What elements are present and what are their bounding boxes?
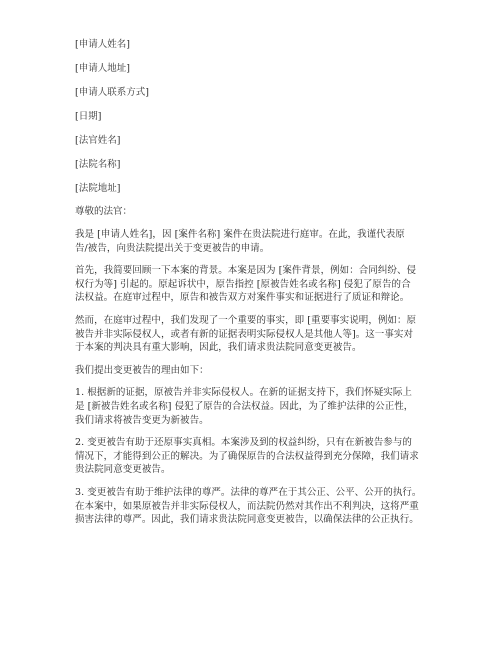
intro-paragraph: 我是 [申请人姓名]，因 [案件名称] 案件在贵法院进行庭审。在此，我谨代表原 告/被告，向贵法院提出关于变更被告的申请。 [75, 229, 405, 254]
applicant-contact-field: [申请人联系方式] [75, 87, 149, 98]
reason-2-paragraph: 2. 变更被告有助于还原事实真相。本案涉及到的权益纠纷，只有在新被告参与的 情况下，才能得到公正的解决。为了确保原告的合法权益得到充分保障，我们请求 贵法院同意变更被告。 [75, 437, 419, 476]
applicant-name-field: [申请人姓名] [75, 39, 130, 50]
court-name-field: [法院名称] [75, 159, 121, 170]
letter-page [75, 38, 437, 536]
background-paragraph: 首先，我简要回顾一下本案的背景。本案是因为 [案件背景，例如：合同纠纷、侵 权行为等] 引起的。原起诉状中，原告指控 [原被告姓名或名称] 侵犯了原告的合 法权益。在庭审过程中，原告和被告双方对案件事实和证据进行了质证和辩论。 [75, 265, 417, 304]
applicant-address-field: [申请人地址] [75, 63, 130, 74]
reasons-heading: 我们提出变更被告的理由如下： [75, 364, 209, 376]
date-field: [日期] [75, 111, 102, 122]
judge-name-field: [法官姓名] [75, 135, 121, 146]
court-address-field: [法院地址] [75, 183, 121, 194]
salutation: 尊敬的法官： [75, 206, 133, 217]
new-fact-paragraph: 然而，在庭审过程中，我们发现了一个重要的事实，即 [重要事实说明，例如：原 被告并非实际侵权人，或者有新的证据表明实际侵权人是其他人等]。这一事实对 于本案的判决具有重大影响，因此，我们请求贵法院同意变更被告。 [75, 314, 417, 354]
reason-3-paragraph: 3. 变更被告有助于维护法律的尊严。法律的尊严在于其公正、公平、公开的执行。 在本案中，如果原被告并非实际侵权人，而法院仍然对其作出不利判决，这将严重 损害法律的尊严。因此，我们请求贵法院同意变更被告，以确保法律的公正执行。 [75, 486, 422, 526]
reason-1-paragraph: 1. 根据新的证据，原被告并非实际侵权人。在新的证据支持下，我们怀疑实际上 是 [新被告姓名或名称] 侵犯了原告的合法权益。因此，为了维护法律的公正性， 我们请求将被告变更为新被告。 [75, 387, 414, 426]
